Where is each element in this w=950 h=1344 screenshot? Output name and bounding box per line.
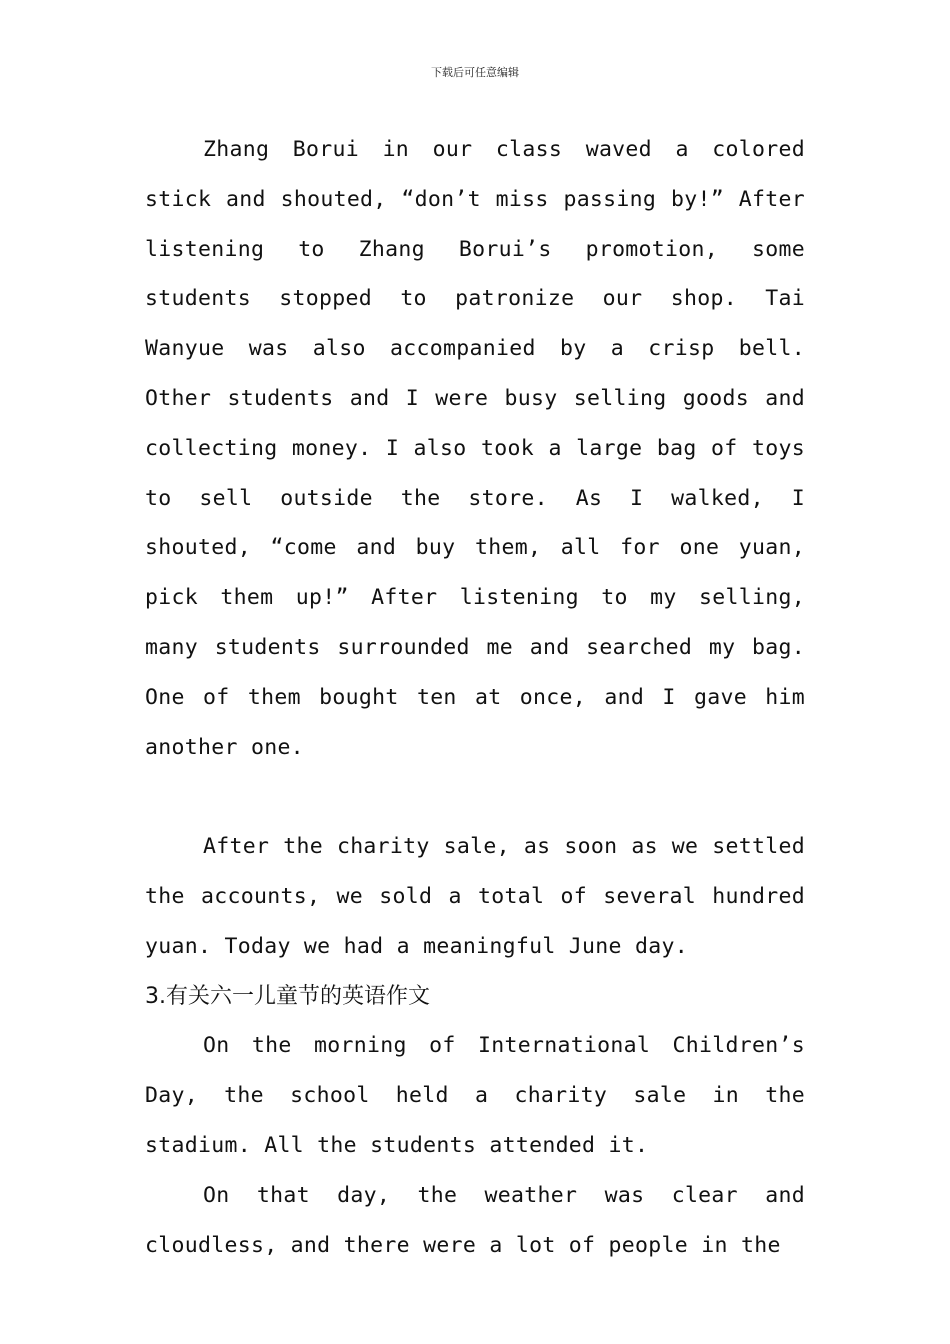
paragraph-childrens-day-morning: On the morning of International Children’s Day, the school held a charity sale in the stadium. All the students attended it.	[145, 1033, 805, 1158]
paragraph-weather: On that day, the weather was clear and cloudless, and there were a lot of people in the	[145, 1182, 805, 1258]
document-body	[145, 125, 805, 1270]
paragraph-charity-sale-story: Zhang Borui in our class waved a colored stick and shouted, “don’t miss passing by!” After listening to Zhang Borui’s promotion, some students stopped to patronize our shop. Tai Wanyue was also accompanied by a crisp bell. Other students and I were busy selling goods and collecting money. I also took a large bag of toys to sell outside the store. As I walked, I shouted, “come and buy them, all for one yuan, pick them up!” After listening to my selling, many students surrounded me and searched my bag. One of them bought ten at once, and I gave him another one.	[145, 137, 805, 760]
paragraph-after-sale: After the charity sale, as soon as we settled the accounts, we sold a total of several hundred yuan. Today we had a meaningful June day.	[145, 834, 805, 959]
paragraph-spacer	[145, 772, 805, 822]
page-header-note: 下载后可任意编辑	[431, 66, 519, 79]
section-heading: 3.有关六一儿童节的英语作文	[145, 983, 430, 1009]
